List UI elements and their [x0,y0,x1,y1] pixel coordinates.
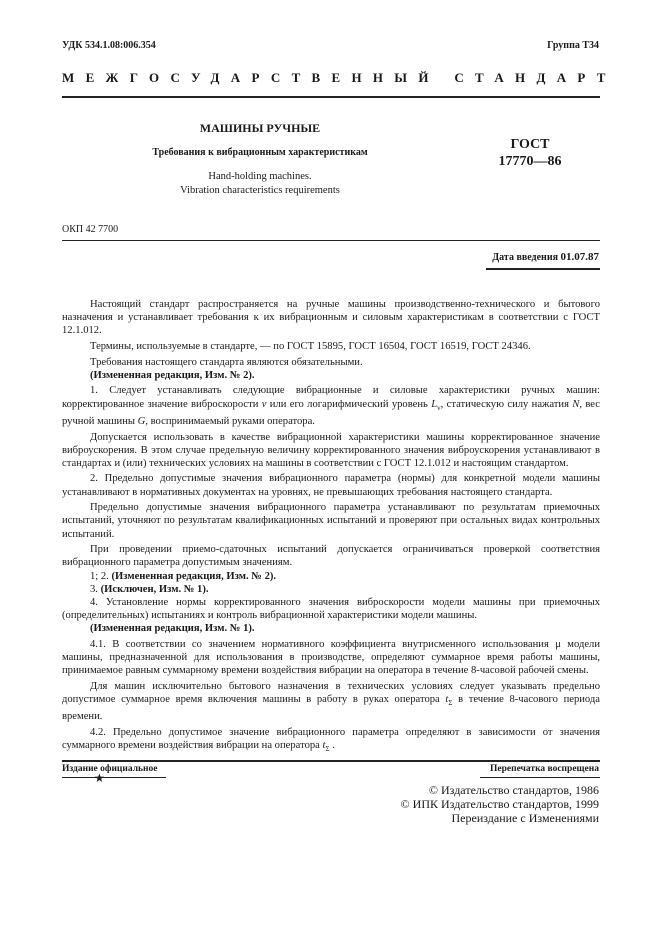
paragraph-mandatory: Требования настоящего стандарта являются обязательными. [90,356,363,368]
copyright-1986: © Издательство стандартов, 1986 [428,783,599,797]
star-icon: ★ [94,771,105,785]
header-rule [62,96,600,98]
official-edition-label: Издание официальное [62,764,158,774]
document-subtitle: Требования к вибрационным характеристикам [152,147,368,158]
paragraph-4: 4. Установление нормы корректированного значения виброскорости модели машины при приемочных (определительных) испытаниях и контроль вибрационной характеристики модели машины. [62,596,600,622]
paragraph-2-acceptance: При проведении приемо-сдаточных испытаний допускается ограничиваться проверкой соответствия вибрационного параметра допустимым значениям. [62,544,600,569]
amendment-note: (Измененная редакция, Изм. № 2). [90,369,255,381]
effective-date-label: Дата введения [492,252,558,263]
group-code: Группа Т34 [547,40,599,51]
effective-date-rule [486,268,600,270]
paragraph-3: 3. (Исключен, Изм. № 1). [90,583,209,595]
gost-label: ГОСТ [510,137,550,152]
english-title-line-2: Vibration characteristics requirements [180,185,340,196]
paragraph-2-limits: Предельно допустимые значения вибрационного параметра устанавливают по результатам приемочных испытаний, уточняют по результатам квалификационных испытаний и проверяют при остальных видах контрольных испытаний. [62,502,600,540]
standard-banner: МЕЖГОСУДАРСТВЕННЫЙ СТАНДАРТ [62,70,617,85]
paragraph-4-1-household: Для машин исключительно бытового назначения в технических условиях следует указывать предельно допустимое суммарное время включения машины в работу в руках оператора $t_\Sigma$ в течение 8-часового периода времени. [62,680,600,723]
document-body [62,298,600,759]
gost-number: 17770—86 [498,154,562,169]
amendment-note-4: (Измененная редакция, Изм. № 1). [90,623,255,635]
document-title: МАШИНЫ РУЧНЫЕ [199,121,321,135]
paragraph-1: 1. Следует устанавливать следующие вибрационные и силовые характеристики ручных машин: корректированное значение виброскорости v или его логарифмический уровень $L_v$, статическую силу нажатия N, вес ручной машины G, воспринимаемый руками оператора. [62,385,600,427]
paragraph-1-note: Допускается использовать в качестве вибрационной характеристики машины корректированное значение виброускорения. В этом случае предельную величину корректированного значения виброускорения устанавливают в стандартах и (или) технических условиях на машины в соответствии с ГОСТ 12.1.012 и настоящим стандартом. [62,431,600,469]
paragraph-scope: Настоящий стандарт распространяется на ручные машины производственно-технического и бытового назначения и устанавливает требования к их вибрационным и силовым характеристикам в соответствии с ГОСТ 12.1.012. [62,299,600,337]
paragraph-terms: Термины, используемые в стандарте, — по ГОСТ 15895, ГОСТ 16504, ГОСТ 16519, ГОСТ 24346. [90,340,531,352]
official-edition-rule [62,777,166,778]
paragraph-2: 2. Предельно допустимые значения вибрационного параметра (нормы) для конкретной модели машины устанавливают в нормативных документах на уровнях, не превышающих требования настоящего стандарта. [62,473,600,498]
reprint-rule [480,777,600,778]
effective-date-value: 01.07.87 [560,251,599,263]
okp-rule [62,240,600,241]
copyright-1999: © ИПК Издательство стандартов, 1999 [400,797,599,811]
english-title-line-1: Hand-holding machines. [208,171,312,182]
paragraph-amend-1-2: 1; 2. (Измененная редакция, Изм. № 2). [90,570,277,582]
reissue-note: Переиздание с Изменениями [451,811,599,825]
effective-date [492,251,599,263]
footer-rule [62,760,600,762]
paragraph-4-1: 4.1. В соответствии со значением нормативного коэффициента внутрисменного использования μ модели машины, предназначенной для использования в производстве, определяют суммарное время работы машины, принимаемое равным суммарному времени воздействия вибрации на оператора в течение 8-часовой рабочей смены. [62,638,600,677]
reprint-prohibited-label: Перепечатка воспрещена [489,764,599,774]
udk-code: УДК 534.1.08:006.354 [62,40,156,51]
okp-code: ОКП 42 7700 [62,224,119,235]
paragraph-4-2: 4.2. Предельно допустимое значение вибрационного параметра определяют в зависимости от значения суммарного времени воздействия вибрации на оператора $t_\Sigma$ . [62,726,600,754]
